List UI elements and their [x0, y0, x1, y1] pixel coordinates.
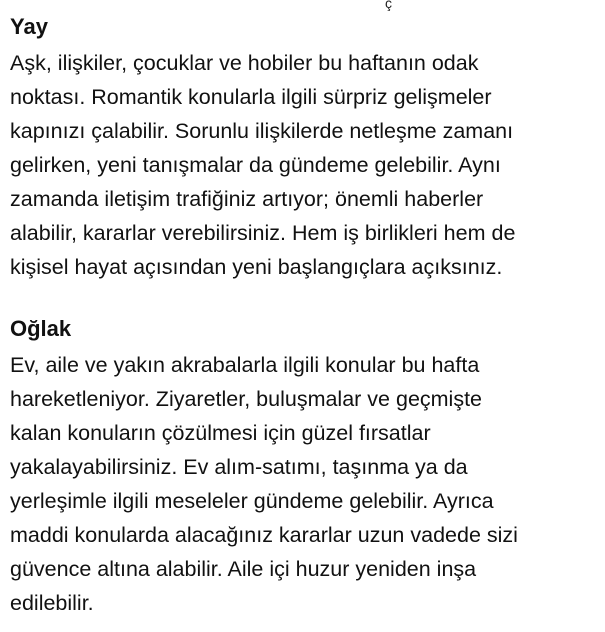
- section-oglak: [10, 316, 595, 620]
- section-body-yay: [10, 46, 595, 284]
- body-line: yakalayabilirsiniz. Ev alım-satımı, taşınma ya da: [10, 455, 468, 479]
- body-line: güvence altına alabilir. Aile içi huzur yeniden inşa: [10, 557, 477, 581]
- cropped-text-fragment: ç: [385, 0, 392, 11]
- body-line: kişisel hayat açısından yeni başlangıçlara açıksınız.: [10, 255, 503, 279]
- article: [10, 0, 595, 620]
- section-title-yay: Yay: [10, 14, 48, 39]
- body-line: alabilir, kararlar verebilirsiniz. Hem iş birlikleri hem de: [10, 221, 516, 245]
- body-line: Aşk, ilişkiler, çocuklar ve hobiler bu haftanın odak: [10, 51, 479, 75]
- body-line: Ev, aile ve yakın akrabalarla ilgili konular bu hafta: [10, 353, 480, 377]
- section-title-oglak: Oğlak: [10, 316, 72, 341]
- body-line: hareketleniyor. Ziyaretler, buluşmalar ve geçmişte: [10, 387, 483, 411]
- body-line: maddi konularda alacağınız kararlar uzun vadede sizi: [10, 523, 518, 547]
- body-line: kalan konuların çözülmesi için güzel fırsatlar: [10, 421, 431, 445]
- section-body-oglak: [10, 348, 595, 620]
- section-yay: [10, 0, 595, 284]
- body-line: zamanda iletişim trafiğiniz artıyor; önemli haberler: [10, 187, 484, 211]
- body-line: edilebilir.: [10, 591, 94, 615]
- body-line: noktası. Romantik konularla ilgili sürpriz gelişmeler: [10, 85, 492, 109]
- body-line: kapınızı çalabilir. Sorunlu ilişkilerde netleşme zamanı: [10, 119, 514, 143]
- body-line: yerleşimle ilgili meseleler gündeme gelebilir. Ayrıca: [10, 489, 494, 513]
- body-line: gelirken, yeni tanışmalar da gündeme gelebilir. Aynı: [10, 153, 501, 177]
